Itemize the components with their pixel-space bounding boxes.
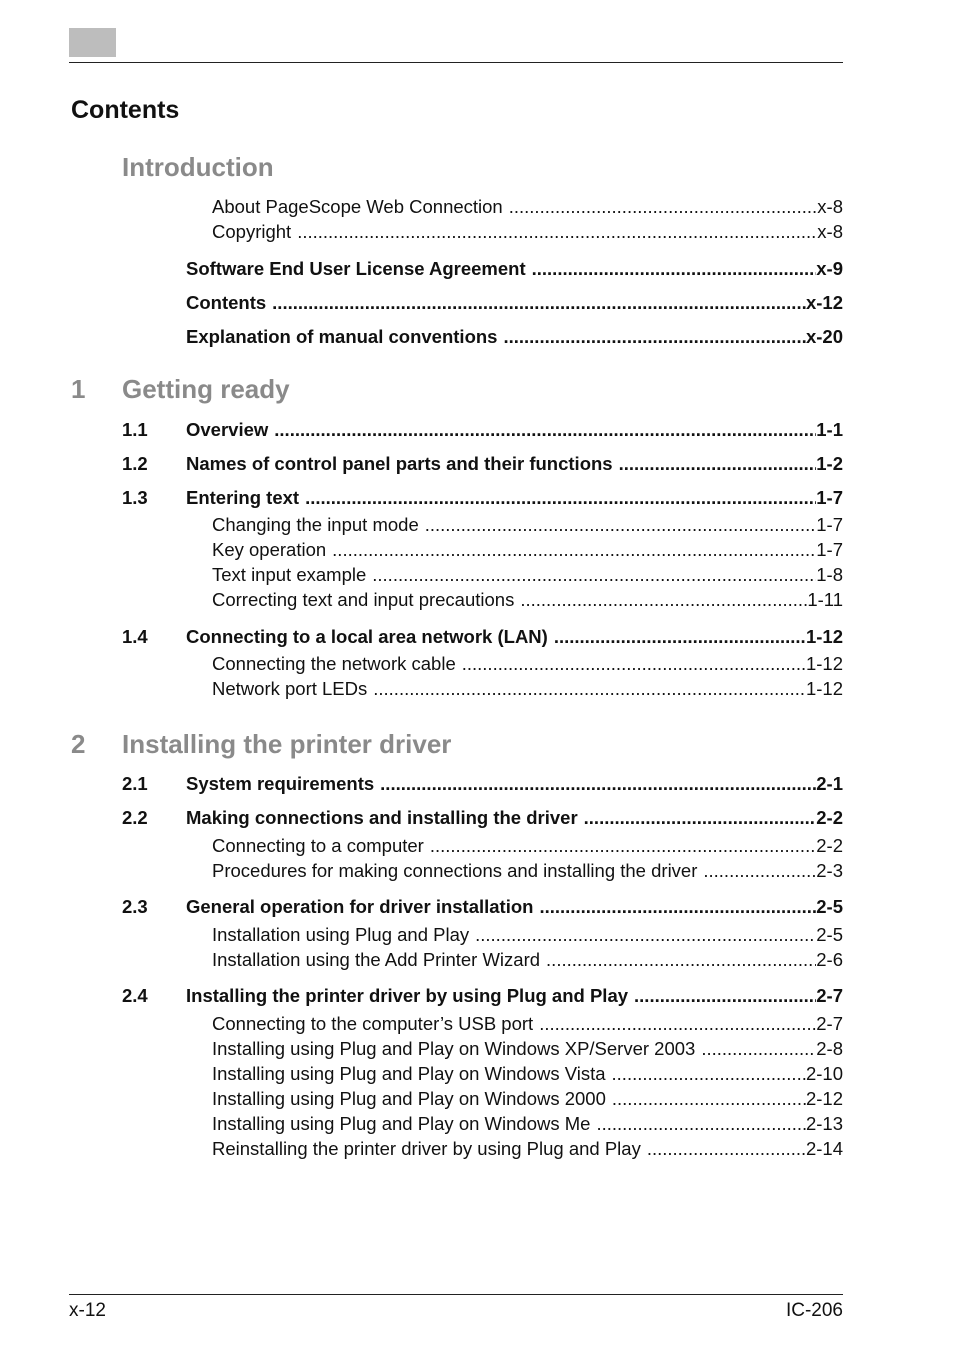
- footer-rule: [69, 1294, 843, 1295]
- toc-entry-page: 2-13: [805, 1113, 843, 1134]
- toc-entry-page: 1-7: [816, 487, 843, 508]
- toc-entry[interactable]: [122, 773, 843, 797]
- toc-entry-title: Changing the input mode: [212, 514, 419, 535]
- toc-entry-title: Connecting to a local area network (LAN): [186, 626, 548, 647]
- toc-leader: [424, 835, 816, 857]
- toc-leader: [628, 985, 816, 1007]
- toc-leader: [548, 626, 806, 648]
- toc-entry-title: Connecting the network cable: [212, 653, 456, 674]
- toc-leader: [590, 1113, 806, 1135]
- toc-leader: [419, 514, 817, 536]
- toc-entry-title: Key operation: [212, 539, 327, 560]
- toc-leader: [578, 807, 817, 829]
- toc-leader: [366, 564, 816, 586]
- toc-entry[interactable]: [122, 564, 843, 588]
- toc-leader: [606, 1063, 806, 1085]
- toc-entry-title: Installing using Plug and Play on Windows Me: [212, 1113, 591, 1134]
- toc-entry[interactable]: [122, 653, 843, 677]
- toc-entry[interactable]: [122, 453, 843, 477]
- toc-leader: [641, 1138, 806, 1160]
- toc-entry-title: Making connections and installing the driver: [186, 807, 578, 828]
- toc-entry-title: About PageScope Web Connection: [212, 196, 503, 217]
- toc-entry-title: Entering text: [186, 487, 300, 508]
- toc-entry-page: 2-1: [816, 773, 843, 794]
- toc-entry[interactable]: [122, 514, 843, 538]
- toc-entry-title: Procedures for making connections and installing the driver: [212, 860, 698, 881]
- toc-entry-page: 1-12: [805, 626, 843, 647]
- toc-entry-title: Reinstalling the printer driver by using Plug and Play: [212, 1138, 641, 1159]
- toc-entry-title: Overview: [186, 419, 269, 440]
- toc-entry-page: 1-12: [805, 678, 843, 699]
- toc-entry-number: 1.3: [122, 487, 148, 508]
- toc-entry[interactable]: [122, 924, 843, 948]
- toc-entry[interactable]: [122, 487, 843, 511]
- page-number: x-12: [69, 1300, 106, 1321]
- toc-entry-page: 1-11: [807, 589, 843, 610]
- chapter-heading-1: [71, 374, 843, 406]
- toc-entry-page: 2-3: [816, 860, 843, 881]
- chapter-title: Getting ready: [122, 374, 290, 404]
- toc-leader: [697, 860, 816, 882]
- page-title: Contents: [71, 96, 180, 124]
- toc-entry-page: 2-2: [816, 807, 843, 828]
- toc-entry-title: Network port LEDs: [212, 678, 368, 699]
- toc-entry[interactable]: [122, 807, 843, 831]
- toc-entry-page: 1-8: [816, 564, 843, 585]
- toc-leader: [533, 896, 816, 918]
- toc-entry-number: 1.1: [122, 419, 148, 440]
- chapter-heading-introduction: [71, 152, 843, 184]
- toc-entry[interactable]: [122, 1138, 843, 1162]
- toc-entry-title: Text input example: [212, 564, 367, 585]
- toc-leader: [367, 678, 806, 700]
- toc-entry-page: 1-7: [816, 514, 843, 535]
- toc-entry-number: 2.3: [122, 896, 148, 917]
- toc-entry[interactable]: [122, 1088, 843, 1112]
- toc-entry[interactable]: [122, 678, 843, 702]
- toc-entry-title: System requirements: [186, 773, 375, 794]
- toc-entry-title: Installation using Plug and Play: [212, 924, 470, 945]
- toc-entry[interactable]: [122, 1013, 843, 1037]
- toc-entry-page: 2-8: [816, 1038, 843, 1059]
- model-name: IC-206: [785, 1300, 843, 1321]
- toc-entry-title: Correcting text and input precautions: [212, 589, 515, 610]
- toc-entry[interactable]: [122, 258, 843, 282]
- toc-entry-page: 1-2: [816, 453, 843, 474]
- toc-leader: [526, 258, 817, 280]
- toc-entry-page: 2-12: [805, 1088, 843, 1109]
- toc-entry[interactable]: [122, 1063, 843, 1087]
- header-tab-block: [69, 28, 116, 57]
- toc-entry-title: Copyright: [212, 221, 292, 242]
- toc-entry-page: 2-5: [816, 924, 843, 945]
- toc-leader: [606, 1088, 806, 1110]
- toc-entry[interactable]: [122, 326, 843, 350]
- toc-entry[interactable]: [122, 539, 843, 563]
- toc-entry[interactable]: [122, 896, 843, 920]
- toc-entry-page: 2-2: [816, 835, 843, 856]
- toc-leader: [268, 419, 816, 441]
- toc-entry-page: 2-6: [816, 949, 843, 970]
- toc-leader: [514, 589, 807, 611]
- toc-entry-page: 2-14: [805, 1138, 843, 1159]
- toc-entry-title: Names of control panel parts and their functions: [186, 453, 613, 474]
- toc-entry-title: Installing using Plug and Play on Windows 2000: [212, 1088, 606, 1109]
- toc-leader: [291, 221, 817, 243]
- toc-entry-number: 2.4: [122, 985, 148, 1006]
- toc-entry-title: Software End User License Agreement: [186, 258, 526, 279]
- chapter-title: Installing the printer driver: [122, 729, 452, 759]
- toc-entry-title: Installing the printer driver by using Plug and Play: [186, 985, 629, 1006]
- toc-leader: [456, 653, 806, 675]
- chapter-heading-2: [71, 729, 843, 761]
- toc-entry[interactable]: [122, 835, 843, 859]
- toc-entry-page: x-9: [816, 258, 843, 279]
- toc-leader: [326, 539, 816, 561]
- toc-entry[interactable]: [122, 860, 843, 884]
- chapter-number: 1: [71, 374, 86, 404]
- toc-entry-page: 2-5: [816, 896, 843, 917]
- toc-entry[interactable]: [122, 949, 843, 973]
- toc-entry-title: General operation for driver installation: [186, 896, 534, 917]
- toc-entry-page: 1-7: [816, 539, 843, 560]
- toc-entry-title: Installing using Plug and Play on Windows XP/Server 2003: [212, 1038, 696, 1059]
- toc-entry-page: x-12: [805, 292, 843, 313]
- toc-entry-number: 1.4: [122, 626, 148, 647]
- toc-entry-page: 2-7: [816, 1013, 843, 1034]
- toc-entry[interactable]: [122, 419, 843, 443]
- toc-entry[interactable]: [122, 1038, 843, 1062]
- toc-entry-page: 2-7: [816, 985, 843, 1006]
- chapter-title: Introduction: [122, 152, 274, 182]
- toc-entry[interactable]: [122, 196, 843, 220]
- toc-entry-page: x-20: [805, 326, 843, 347]
- toc-entry-title: Explanation of manual conventions: [186, 326, 498, 347]
- toc-entry-number: 2.2: [122, 807, 148, 828]
- toc-entry-page: x-8: [817, 196, 843, 217]
- header-rule: [69, 62, 843, 63]
- toc-entry[interactable]: [122, 292, 843, 316]
- toc-entry-page: 1-1: [816, 419, 843, 440]
- toc-entry-number: 1.2: [122, 453, 148, 474]
- toc-entry-title: Installation using the Add Printer Wizard: [212, 949, 541, 970]
- toc-leader: [299, 487, 816, 509]
- toc-leader: [613, 453, 817, 475]
- toc-entry[interactable]: [122, 221, 843, 245]
- toc-entry-title: Connecting to the computer’s USB port: [212, 1013, 534, 1034]
- toc-leader: [266, 292, 806, 314]
- toc-leader: [497, 326, 806, 348]
- toc-leader: [540, 949, 816, 971]
- toc-entry[interactable]: [122, 626, 843, 650]
- toc-entry[interactable]: [122, 1113, 843, 1137]
- toc-entry-number: 2.1: [122, 773, 148, 794]
- chapter-number: 2: [71, 729, 86, 759]
- toc-entry-title: Contents: [186, 292, 267, 313]
- toc-entry-page: 2-10: [805, 1063, 843, 1084]
- toc-entry-page: x-8: [817, 221, 843, 242]
- toc-entry-title: Installing using Plug and Play on Windows Vista: [212, 1063, 606, 1084]
- toc-entry[interactable]: [122, 985, 843, 1009]
- toc-leader: [374, 773, 816, 795]
- toc-entry-title: Connecting to a computer: [212, 835, 424, 856]
- toc-entry-page: 1-12: [805, 653, 843, 674]
- toc-leader: [695, 1038, 816, 1060]
- toc-leader: [503, 196, 818, 218]
- toc-leader: [469, 924, 816, 946]
- toc-leader: [533, 1013, 816, 1035]
- toc-entry[interactable]: [122, 589, 843, 613]
